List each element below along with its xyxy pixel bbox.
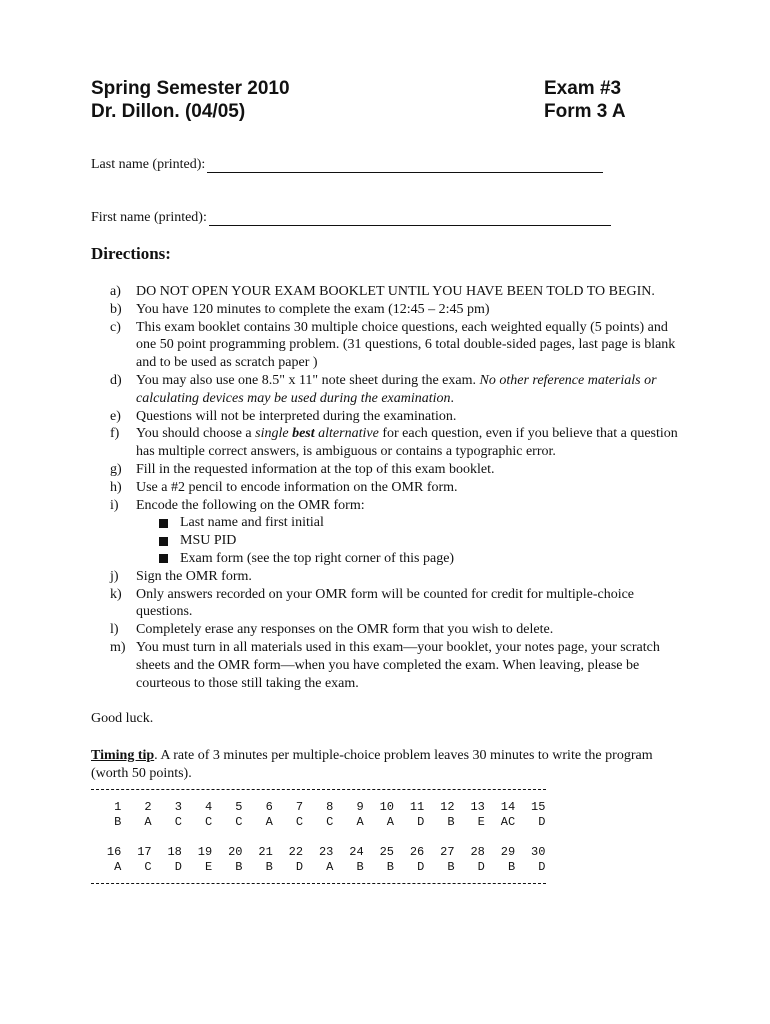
direction-item xyxy=(91,283,691,301)
question-number: 13 xyxy=(470,800,485,814)
omr-item-text: Exam form (see the top right corner of this page) xyxy=(180,550,455,566)
item-text: You have 120 minutes to complete the exam (12:45 – 2:45 pm) xyxy=(136,301,490,317)
item-text: Sign the OMR form. xyxy=(136,568,252,584)
answer-key: C xyxy=(144,860,152,874)
item-text: Encode the following on the OMR form: xyxy=(136,497,365,513)
answer-numbers-row xyxy=(91,800,545,815)
omr-item-text: MSU PID xyxy=(180,533,237,549)
answer-key: A xyxy=(114,860,122,874)
item-text: Use a #2 pencil to encode information on the OMR form. xyxy=(136,479,458,495)
item-text xyxy=(136,425,691,461)
question-number: 27 xyxy=(440,845,455,859)
item-label: m) xyxy=(110,639,126,655)
item-label: e) xyxy=(110,408,121,424)
question-number: 19 xyxy=(197,845,213,859)
answer-key: A xyxy=(356,815,364,829)
question-number: 17 xyxy=(137,845,152,859)
answer-key: D xyxy=(174,860,182,874)
direction-item xyxy=(91,621,691,639)
answer-key: B xyxy=(235,860,243,874)
answer-keys-row xyxy=(91,815,545,830)
answer-key: D xyxy=(295,860,304,874)
question-number: 25 xyxy=(379,845,394,859)
question-number: 9 xyxy=(356,800,364,814)
answer-key: D xyxy=(417,815,425,829)
question-number: 6 xyxy=(265,800,273,814)
answer-key-block-1 xyxy=(91,800,545,830)
first-name-field[interactable] xyxy=(91,210,611,226)
item-label: b) xyxy=(110,301,122,317)
question-number: 3 xyxy=(174,800,182,814)
directions-list xyxy=(91,283,691,692)
item-text: Only answers recorded on your OMR form will be counted for credit for multiple-choice questions. xyxy=(136,586,635,620)
question-number: 24 xyxy=(349,845,364,859)
item-text-part: You should choose a xyxy=(136,426,256,442)
question-number: 26 xyxy=(409,845,425,859)
direction-item xyxy=(91,425,691,461)
direction-item xyxy=(91,639,691,692)
item-text-bold-italic: best xyxy=(292,426,315,442)
question-number: 21 xyxy=(258,845,273,859)
last-name-underline[interactable] xyxy=(207,158,603,173)
timing-tip-text: . A rate of 3 minutes per multiple-choice problem leaves 30 minutes to write the program (worth 50 points). xyxy=(91,748,653,781)
semester-title: Spring Semester 2010 xyxy=(91,78,290,99)
question-number: 18 xyxy=(167,845,182,859)
header-right xyxy=(544,77,626,123)
item-text: You must turn in all materials used in this exam—your booklet, your notes page, your scratch sheets and the OMR form—when you have completed the exam. When leaving, please be courteous to those still taking the exam. xyxy=(136,639,660,691)
item-text-italic: single xyxy=(255,426,293,442)
direction-item xyxy=(91,479,691,497)
question-number: 12 xyxy=(440,800,455,814)
item-label: d) xyxy=(110,372,122,388)
item-label: i) xyxy=(110,497,119,513)
answer-key: C xyxy=(204,815,213,829)
question-number: 14 xyxy=(500,800,516,814)
answer-key: B xyxy=(356,860,364,874)
answer-key: B xyxy=(507,860,516,874)
omr-list-item xyxy=(91,532,691,550)
square-bullet-icon xyxy=(159,519,168,528)
item-label: f) xyxy=(110,426,120,442)
item-text: DO NOT OPEN YOUR EXAM BOOKLET UNTIL YOU HAVE BEEN TOLD TO BEGIN. xyxy=(136,284,655,299)
direction-item xyxy=(91,568,691,586)
answer-key: D xyxy=(538,815,546,829)
answer-numbers-row xyxy=(91,845,545,860)
answer-key: A xyxy=(144,815,152,829)
answer-key: C xyxy=(326,815,334,829)
question-number: 5 xyxy=(235,800,243,814)
answer-key: B xyxy=(447,815,455,829)
question-number: 29 xyxy=(500,845,516,859)
question-number: 8 xyxy=(326,800,334,814)
item-label: j) xyxy=(110,568,119,584)
answer-key: E xyxy=(204,860,213,874)
item-text xyxy=(136,372,691,408)
item-label: c) xyxy=(110,319,121,335)
answer-key: D xyxy=(477,860,485,874)
question-number: 20 xyxy=(228,845,243,859)
item-text-italic: No other reference materials or calculating devices may be used during the examination xyxy=(136,372,657,406)
good-luck-text: Good luck. xyxy=(91,711,154,726)
answer-key: B xyxy=(265,860,273,874)
question-number: 10 xyxy=(379,800,394,814)
first-name-underline[interactable] xyxy=(209,211,611,226)
omr-list-item xyxy=(91,550,691,568)
answer-key-block-2 xyxy=(91,845,545,875)
question-number: 16 xyxy=(106,845,122,859)
omr-list-item xyxy=(91,514,691,532)
item-text-italic: alternative xyxy=(314,426,379,442)
direction-item xyxy=(91,497,691,515)
answer-key: C xyxy=(235,815,243,829)
answer-key: AC xyxy=(500,815,516,829)
direction-item xyxy=(91,319,691,372)
item-text: Completely erase any responses on the OMR form that you wish to delete. xyxy=(136,622,554,638)
last-name-label: Last name (printed): xyxy=(91,157,206,172)
direction-item xyxy=(91,301,691,319)
divider-bottom xyxy=(91,883,546,884)
answer-key: A xyxy=(386,815,394,829)
item-text-part: for each question, even if you believe that a question has multiple correct answers, is ambiguous or contains a typographic error. xyxy=(136,426,678,460)
question-number: 11 xyxy=(409,800,425,814)
question-number: 7 xyxy=(295,800,304,814)
last-name-field[interactable] xyxy=(91,157,603,173)
direction-item xyxy=(91,461,691,479)
answer-key: E xyxy=(477,815,485,829)
question-number: 22 xyxy=(288,845,304,859)
answer-keys-row xyxy=(91,860,545,875)
direction-item xyxy=(91,586,691,622)
item-label: l) xyxy=(110,622,119,638)
question-number: 2 xyxy=(144,800,152,814)
timing-tip xyxy=(91,747,671,783)
item-label: a) xyxy=(110,284,121,299)
question-number: 4 xyxy=(204,800,213,814)
answer-key: B xyxy=(447,860,455,874)
instructor-line: Dr. Dillon. (04/05) xyxy=(91,101,246,122)
item-text: Questions will not be interpreted during the examination. xyxy=(136,408,457,424)
square-bullet-icon xyxy=(159,554,168,563)
header-left xyxy=(91,77,290,123)
exam-number: Exam #3 xyxy=(544,78,622,99)
item-text-part: . xyxy=(450,390,455,406)
answer-key: B xyxy=(114,815,122,829)
direction-item xyxy=(91,372,691,408)
question-number: 15 xyxy=(531,800,546,814)
question-number: 23 xyxy=(318,845,334,859)
omr-item-text: Last name and first initial xyxy=(180,515,324,531)
item-label: g) xyxy=(110,461,122,477)
item-text-part: You may also use one 8.5" x 11" note sheet during the exam. xyxy=(136,372,480,388)
question-number: 1 xyxy=(114,800,122,814)
exam-form: Form 3 A xyxy=(544,101,626,122)
square-bullet-icon xyxy=(159,537,168,546)
direction-item xyxy=(91,408,691,426)
answer-key: D xyxy=(417,860,425,874)
item-label: h) xyxy=(110,479,122,495)
item-text: Fill in the requested information at the top of this exam booklet. xyxy=(136,461,495,477)
question-number: 30 xyxy=(531,845,546,859)
item-text: This exam booklet contains 30 multiple choice questions, each weighted equally (5 points) and one 50 point programming problem. (31 questions, 6 total double-sided pages, last page is blank and to be used as scratch paper ) xyxy=(136,319,676,371)
directions-heading: Directions: xyxy=(91,244,171,263)
item-label: k) xyxy=(110,586,122,602)
question-number: 28 xyxy=(470,845,485,859)
answer-key: C xyxy=(295,815,304,829)
answer-key: C xyxy=(174,815,182,829)
answer-key: B xyxy=(386,860,394,874)
answer-key: D xyxy=(538,860,546,874)
answer-key: A xyxy=(326,860,334,874)
timing-tip-title: Timing tip xyxy=(91,748,155,763)
answer-key: A xyxy=(265,815,273,829)
first-name-label: First name (printed): xyxy=(91,210,207,225)
divider-top xyxy=(91,789,546,790)
